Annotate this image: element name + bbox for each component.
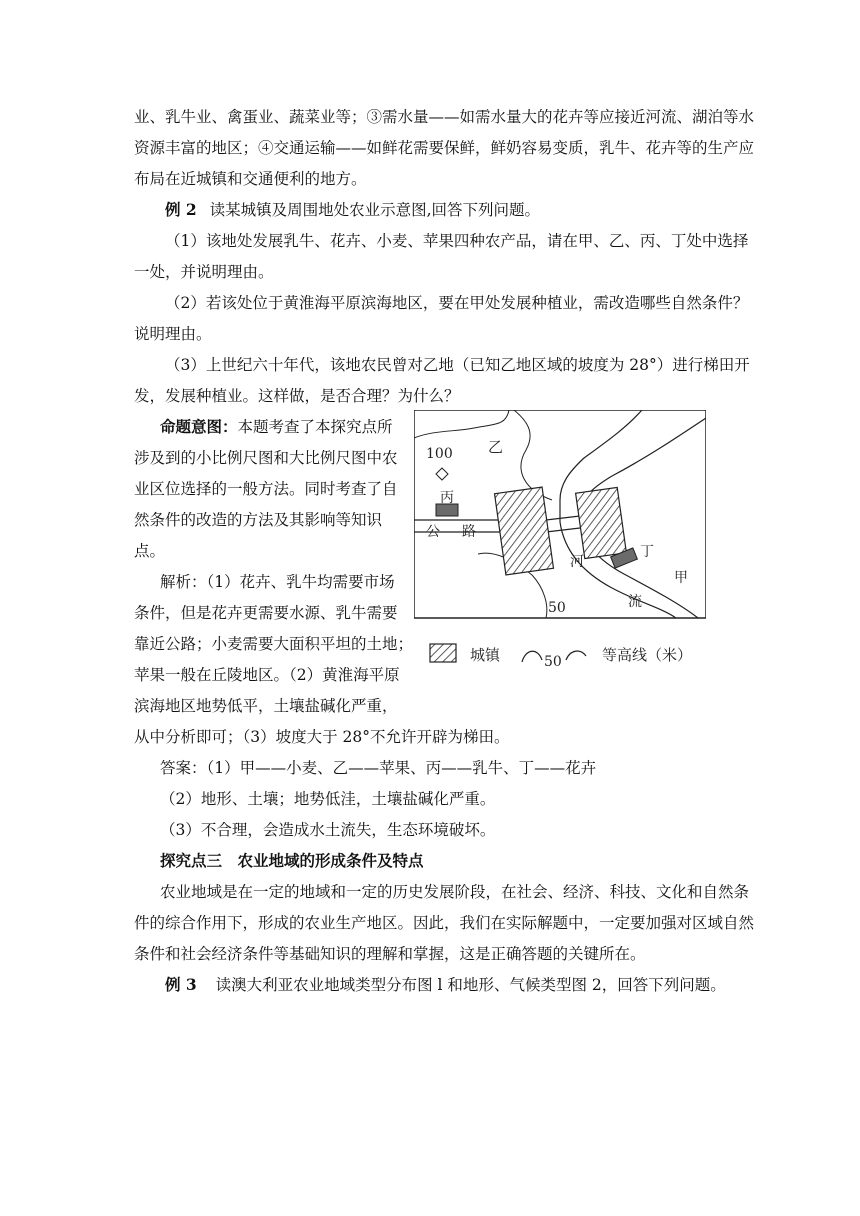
road-label-lu: 路 [462,524,476,540]
question-1: （1）该地处发展乳牛、花卉、小麦、苹果四种农产品，请在甲、乙、丙、丁处中选择 [165,232,749,250]
legend-contour-glyph [566,651,586,660]
analysis-line: 从中分析即可；（3）坡度大于 28°不允许开辟为梯田。 [134,728,510,746]
paragraph-line: 资源丰富的地区；④交通运输——如鲜花需要保鲜，鲜奶容易变质，乳牛、花卉等的生产应 [134,139,755,157]
intent-text: 本题考查了本探究点所 [237,418,393,436]
paragraph-line: 布局在近城镇和交通便利的地方。 [134,170,367,188]
answer-line: （2）地形、土壤；地势低洼，土壤盐碱化严重。 [160,790,496,808]
legend-contour-value: 50 [544,654,562,670]
section-title: 探究点三 农业地域的形成条件及特点 [160,851,424,870]
town-block [576,487,627,558]
contour-label-50: 50 [548,600,566,616]
question-1-cont: 一处，并说明理由。 [134,263,274,281]
road-label-gong: 公 [426,524,440,540]
intent-line: 业区位选择的一般方法。同时考查了自 [134,480,398,498]
example-label: 例 3 [165,975,197,994]
answer-line: （3）不合理，会造成水土流失，生态环境破坏。 [160,821,496,839]
question-3: （3）上世纪六十年代，该地农民曾对乙地（已知乙地区域的坡度为 28°）进行梯田开 [165,356,750,374]
legend-town-label: 城镇 [470,646,501,664]
analysis-line: 苹果一般在丘陵地区。（2）黄淮海平原 [134,666,400,684]
label-bing: 丙 [440,490,454,506]
analysis-line: 靠近公路；小麦需要大面积平坦的土地； [134,635,414,653]
label-yi: 乙 [488,438,504,456]
intent-line [160,417,393,437]
analysis-line: 解析：（1）花卉、乳牛均需要市场 [160,573,395,591]
legend-contour-glyph [522,651,542,662]
river-label-liu: 流 [628,594,642,610]
paragraph-line: 件的综合作用下，形成的农业生产地区。因此，我们在实际解题中，一定要加强对区域自然 [134,914,755,932]
farmland-map-figure [414,410,706,678]
question-2-cont: 说明理由。 [134,325,212,343]
example-text: 读某城镇及周围地处农业示意图,回答下列问题。 [209,201,541,219]
example-3 [165,975,726,995]
question-2: （2）若该处位于黄淮海平原滨海地区，要在甲处发展种植业，需改造哪些自然条件？ [165,294,749,312]
legend-town-swatch [430,644,456,662]
question-3-cont: 发，发展种植业。这样做，是否合理？为什么？ [134,387,460,405]
intent-line: 涉及到的小比例尺图和大比例尺图中农 [134,449,398,467]
intent-label: 命题意图： [160,417,238,436]
paragraph-line: 条件和社会经济条件等基础知识的理解和掌握，这是正确答题的关键所在。 [134,945,646,963]
analysis-line: 滨海地区地势低平，土壤盐碱化严重， [134,697,398,715]
contour-label-100: 100 [426,446,453,462]
paragraph-line: 农业地域是在一定的地域和一定的历史发展阶段，在社会、经济、科技、文化和自然条 [160,883,750,901]
intent-line: 点。 [134,542,166,560]
river-label-he: 河 [570,554,584,570]
example-text: 读澳大利亚农业地域类型分布图 l 和地形、气候类型图 2，回答下列问题。 [215,976,726,994]
paragraph-line: 业、乳牛业、禽蛋业、蔬菜业等；③需水量——如需水量大的花卉等应接近河流、湖泊等水 [134,108,755,126]
example-2 [165,200,540,220]
analysis-line: 条件，但是花卉更需要水源、乳牛需要 [134,604,398,622]
intent-line: 然条件的改造的方法及其影响等知识 [134,511,383,529]
legend-contour-label: 等高线（米） [602,646,693,664]
example-label: 例 2 [165,200,197,219]
label-ding: 丁 [640,544,654,560]
answer-line: 答案：（1）甲——小麦、乙——苹果、丙——乳牛、丁——花卉 [160,759,597,777]
label-jia: 甲 [674,570,688,586]
